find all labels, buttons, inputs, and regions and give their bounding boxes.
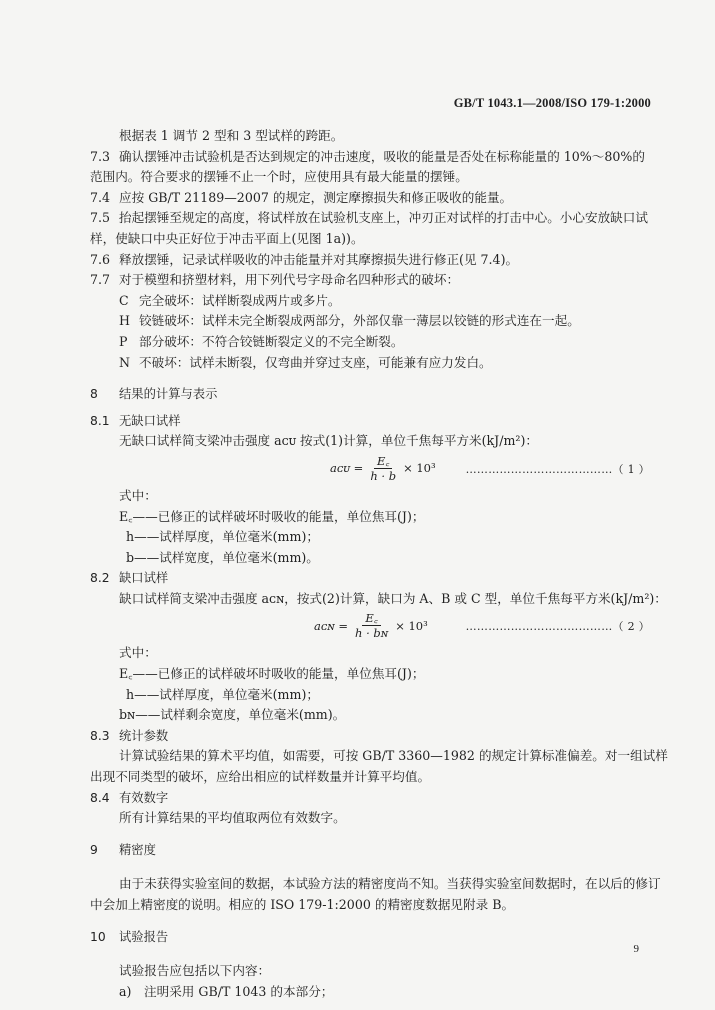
clause-title: 缺口试样 [119,571,169,586]
standard-header: GB/T 1043.1—2008/ISO 179-1:2000 [453,96,651,110]
page-number: 9 [633,943,639,955]
clause-text: 确认摆锤冲击试验机是否达到规定的冲击速度，吸收的能量是否处在标称能量的 10%～80%的 [119,148,645,164]
para-line: 出现不同类型的破坏，应给出相应的试样数量并计算平均值。 [90,769,431,785]
clause-number: 7.4 [90,189,111,205]
failure-desc: 铰链破坏：试样未完全断裂成两部分，外部仅靠一薄层以铰链的形式连在一起。 [139,313,580,329]
equation-number: …………………………………（ 1 ） [465,462,650,476]
where-label: 式中： [119,487,157,503]
clause-number: 8.1 [90,413,110,428]
formula-multiplier: × 10³ [395,618,428,633]
formula [314,611,428,640]
clause-number: 7.7 [90,272,111,288]
failure-type-h [90,311,656,332]
clause-text: 对于模塑和挤塑材料，用下列代号字母命名四种形式的破坏： [119,272,460,288]
spacer [90,866,656,874]
para-line: 缺口试样简支梁冲击强度 aᴄɴ，按式(2)计算，缺口为 A、B 或 C 型，单位千焦每平方米(kJ/m²)： [119,590,667,606]
failure-type-p [90,332,656,353]
clause-8-3-heading [90,726,656,747]
clause-text: 应按 GB/T 21189—2007 的规定，测定摩擦损失和修正吸收的能量。 [119,189,513,205]
formula-denominator: h · bɴ [355,626,389,641]
failure-type-n [90,353,656,374]
clause-8-1-heading [90,411,656,432]
equation-2 [90,609,656,643]
clause-7-3 [90,147,656,168]
equation-number: …………………………………（ 2 ） [465,620,650,634]
failure-desc: 不破坏：试样未断裂，仅弯曲并穿过支座，可能兼有应力发白。 [139,354,492,370]
clause-text: 抬起摆锤至规定的高度，将试样放在试验机支座上，冲刃正对试样的打击中心。小心安放缺口试 [119,210,648,226]
section-title: 试验报告 [119,929,169,944]
clause-number: 8.2 [90,571,110,586]
para-line: 范围内。符合要求的摆锤不止一个时，应使用具有最大能量的摆锤。 [90,169,468,185]
section-8-heading [90,384,656,405]
clause-7-6 [90,250,656,271]
clause-7-5 [90,208,656,229]
variable-def: h——试样厚度，单位毫米(mm)； [126,686,319,702]
failure-type-c [90,291,656,312]
formula-multiplier: × 10³ [403,461,436,476]
clause-8-2-heading [90,568,656,589]
formula-numerator: E꜀ [374,454,392,469]
failure-desc: 部分破坏：不符合铰链断裂定义的不完全断裂。 [139,333,404,349]
equation-1 [90,452,656,486]
para-line: 试验报告应包括以下内容： [119,963,271,979]
para-line: 所有计算结果的平均值取两位有效数字。 [119,810,346,826]
clause-title: 有效数字 [119,790,169,805]
formula-lhs: aᴄᴜ = [330,461,364,476]
section-title: 结果的计算与表示 [119,387,218,402]
clause-title: 统计参数 [119,728,169,743]
clause-number: 7.6 [90,251,111,267]
failure-desc: 完全破坏：试样断裂成两片或多片。 [139,292,341,308]
formula-fraction [367,454,399,483]
para-line: 中会加上精密度的说明。相应的 ISO 179-1:2000 的精密度数据见附录 B。 [90,897,515,912]
para-line: 无缺口试样简支梁冲击强度 aᴄᴜ 按式(1)计算，单位千焦每平方米(kJ/m²)： [119,433,538,449]
failure-code: H [119,313,130,329]
para-line: 由于未获得实验室间的数据，本试验方法的精密度尚不知。当获得实验室间数据时，在以后的修订 [119,876,661,892]
variable-def: h——试样厚度，单位毫米(mm)； [126,529,319,545]
para-line: 计算试验结果的算术平均值，如需要，可按 GB/T 3360—1982 的规定计算标准偏差。对一组试样 [119,748,668,764]
clause-7-7 [90,270,656,291]
para-line: 样，使缺口中央正好位于冲击平面上(见图 1a))。 [90,230,364,246]
clause-number: 8.3 [90,728,110,743]
clause-7-4 [90,188,656,209]
formula-fraction [352,611,391,640]
section-9-heading [90,840,656,861]
clause-8-4-heading [90,788,656,809]
section-number: 10 [90,929,106,944]
where-label: 式中： [119,645,157,661]
formula-numerator: E꜀ [362,611,380,626]
spacer [90,953,656,961]
variable-def: bɴ——试样剩余宽度，单位毫米(mm)。 [119,707,346,723]
formula-denominator: h · b [370,468,397,483]
section-number: 8 [90,387,98,402]
variable-def: b——试样宽度，单位毫米(mm)。 [126,549,319,565]
clause-text: 释放摆锤，记录试样吸收的冲击能量并对其摩擦损失进行修正(见 7.4)。 [119,251,519,267]
clause-number: 7.5 [90,210,111,226]
variable-def: E꜀——已修正的试样破坏时吸收的能量，单位焦耳(J)； [119,508,425,524]
document-body [90,126,668,1002]
formula-lhs: aᴄɴ = [314,618,349,633]
formula [330,454,436,483]
failure-code: N [119,354,131,370]
section-number: 9 [90,842,98,857]
failure-code: P [119,333,128,349]
para-line: 根据表 1 调节 2 型和 3 型试样的跨距。 [119,128,344,143]
variable-def: E꜀——已修正的试样破坏时吸收的能量，单位焦耳(J)； [119,666,425,682]
list-item: a) 注明采用 GB/T 1043 的本部分； [119,983,334,999]
clause-title: 无缺口试样 [119,413,181,428]
failure-code: C [119,292,129,308]
clause-number: 7.3 [90,148,111,164]
section-10-heading [90,927,656,948]
section-title: 精密度 [119,842,156,857]
clause-number: 8.4 [90,790,110,805]
